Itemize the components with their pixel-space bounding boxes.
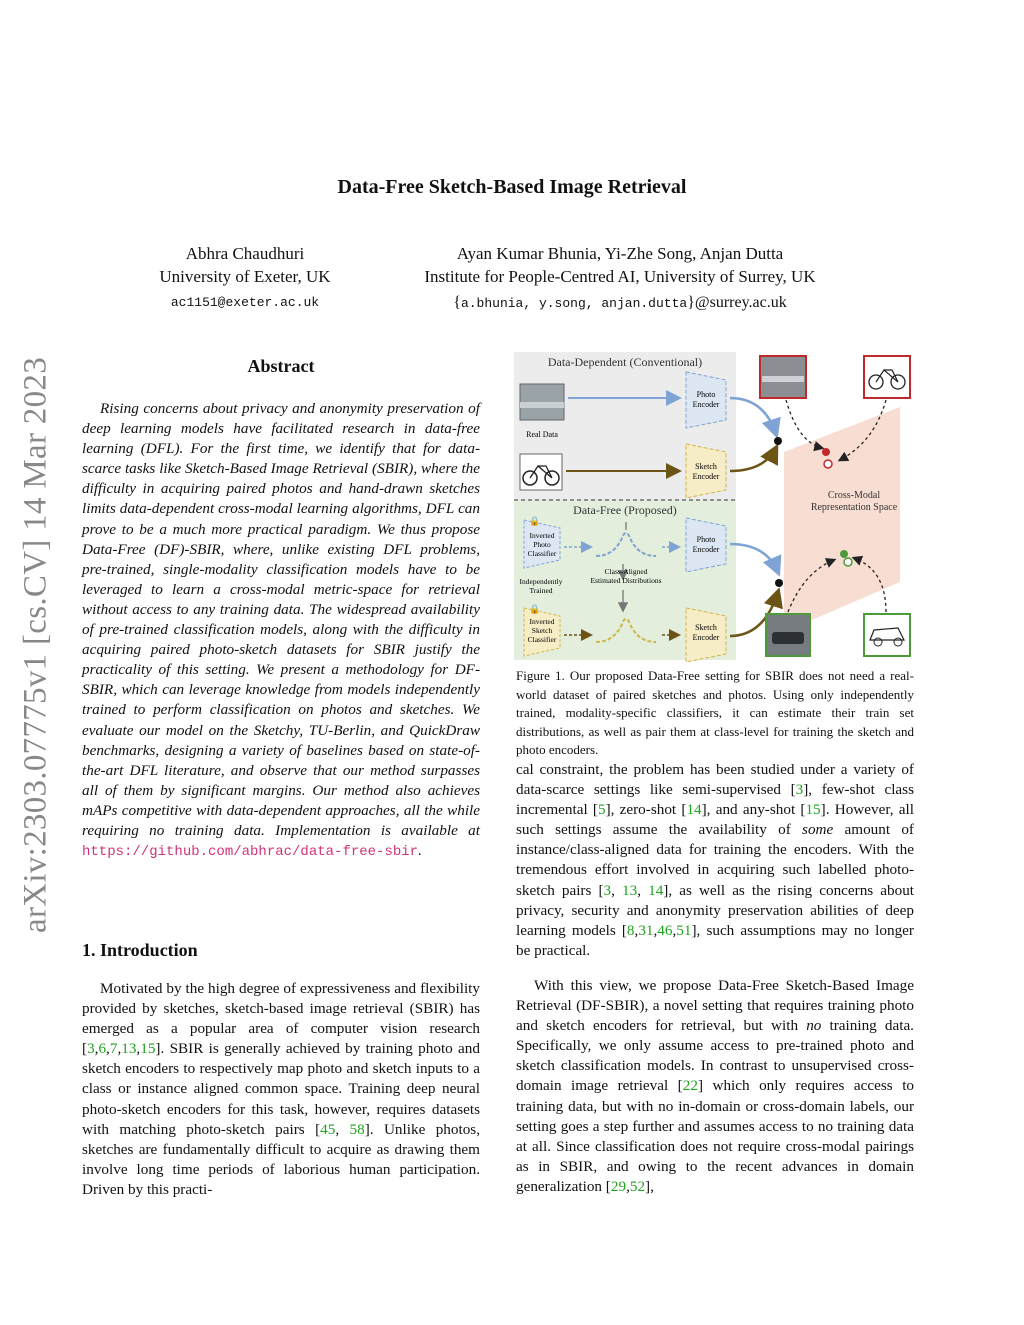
lock-icon: 🔒	[529, 604, 541, 614]
citation: 14	[686, 801, 702, 819]
figure-1	[514, 352, 918, 662]
svg-text:Classifier: Classifier	[527, 549, 557, 558]
citation: 52	[629, 1177, 646, 1195]
sketch-encoder-top	[686, 444, 726, 498]
arxiv-id-text: arXiv:2303.07775v1 [cs.CV] 14 Mar 2023	[17, 357, 54, 933]
figure-diagram	[514, 352, 918, 662]
author-block-right	[370, 242, 870, 315]
citation: 15	[805, 801, 821, 819]
abstract-heading: Abstract	[247, 356, 315, 376]
citation: 3	[603, 881, 612, 899]
citation: 58	[349, 1120, 365, 1138]
svg-text:Inverted: Inverted	[529, 531, 555, 540]
citation: 15	[140, 1040, 156, 1058]
citation: 3	[795, 781, 804, 799]
svg-text:Class-Aligned: Class-Aligned	[604, 567, 648, 576]
author-affiliation: University of Exeter, UK	[159, 267, 331, 286]
query-sketch-car	[864, 614, 910, 656]
abstract-section	[82, 356, 480, 862]
citation: 6	[98, 1040, 107, 1058]
citation: 46	[657, 921, 673, 939]
author-name: Abhra Chaudhuri	[185, 244, 305, 263]
svg-text:Inverted: Inverted	[529, 617, 555, 626]
intro-paragraph-1: Motivated by the high degree of expressiveness and flexibility provided by sketches, sketch-based image retrieval (SBIR) has emerged as a popular area of computer vision research [3,6,7,13,15]. SBIR is generally achieved by training photo and sketch encoders to respectively map photo and sketch inputs to a class or instance aligned common space. Training deep neural photo-sketch encoders for this task, however, requires datasets with matching photo-sketch pairs [45, 58]. Unlike photos, sketches are fundamentally difficult to acquire as drawing them involve long time periods of laborious human participation. Driven by this practi-	[82, 980, 481, 1198]
citation: 13	[121, 1040, 137, 1058]
svg-text:Trained: Trained	[529, 586, 553, 595]
citation: 45	[320, 1120, 336, 1138]
introduction-section	[82, 940, 480, 1200]
label-data-free: Data-Free (Proposed)	[573, 503, 677, 517]
abstract-body: Rising concerns about privacy and anonymity preservation of deep learning models have facilitated research in data-free learning (DFL). For the first time, we identify that for data-scarce tasks like Sketch-Based Image Retrieval (SBIR), where the difficulty in acquiring paired photos and hand-drawn sketches limits data-dependent cross-modal learning algorithms, DFL can prove to be a much more practical paradigm. We thus propose Data-Free (DF)-SBIR, where, unlike existing DFL problems, pre-trained, single-modality classification models have to be leveraged to learn a cross-modal metric-space for retrieval without access to any training data. The widespread availability of pre-trained classification models, along with the difficulty in acquiring paired photo-sketch datasets for SBIR justify the practicality of this setting. We present a methodology for DF-SBIR, which can leverage knowledge from models independently trained to perform classification on photos and sketches. We evaluate our model on the Sketchy, TU-Berlin, and QuickDraw benchmarks, designing a variety of baselines based on state-of-the-art DFL literature, and observe that our method surpasses all of them by significant margins. Our method also achieves mAPs competitive with data-dependent approaches, all the while requiring no training data. Implementation is available at https://github.com/abhrac/data-free-sbir.	[82, 400, 480, 861]
arxiv-identifier	[14, 350, 58, 940]
svg-text:Sketch: Sketch	[695, 623, 717, 632]
intro-paragraph-3: With this view, we propose Data-Free Sketch-Based Image Retrieval (DF-SBIR), a novel setting that requires training photo and sketch encoders for retrieval, but with no training data. Specifically, we only assume access to pre-trained photo and sketch classification models. In contrast to unsupervised cross-domain image retrieval [22] which only requires access to training data, but with no in-domain or cross-domain labels, our setting goes a step further and assumes access to no training data at all. Since classification does not require cross-modal pairings as in SBIR, and owing to the recent advances in domain generalization [29,52],	[516, 977, 915, 1195]
citation: 7	[109, 1040, 118, 1058]
citation: 31	[638, 921, 654, 939]
label-real-data: Real Data	[526, 430, 558, 439]
svg-text:Encoder: Encoder	[692, 633, 720, 642]
label-data-dependent: Data-Dependent (Conventional)	[547, 355, 703, 369]
author-email: ac1151@exeter.ac.uk	[170, 295, 320, 310]
svg-text:Estimated Distributions: Estimated Distributions	[590, 576, 662, 585]
svg-text:Representation Space: Representation Space	[810, 502, 898, 513]
citation: 29	[610, 1177, 627, 1195]
svg-text:Encoder: Encoder	[692, 545, 720, 554]
author-names: Ayan Kumar Bhunia, Yi-Zhe Song, Anjan Dutta	[456, 244, 784, 263]
author-block-left	[110, 242, 380, 314]
citation: 8	[626, 921, 635, 939]
cross-modal-space	[784, 407, 900, 632]
citation: 3	[87, 1040, 95, 1058]
citation: 14	[648, 881, 664, 899]
svg-text:Encoder: Encoder	[692, 400, 720, 409]
svg-text:Photo: Photo	[533, 540, 551, 549]
citation: 51	[676, 921, 692, 939]
citation: 13	[622, 881, 638, 899]
svg-text:Cross-Modal: Cross-Modal	[827, 490, 881, 501]
author-emails: {a.bhunia, y.song, anjan.dutta}@surrey.ac.uk	[453, 294, 787, 311]
author-affiliation: Institute for People-Centred AI, University of Surrey, UK	[424, 267, 816, 286]
svg-text:Photo: Photo	[696, 535, 716, 544]
paper-title: Data-Free Sketch-Based Image Retrieval	[337, 176, 687, 198]
code-link[interactable]: https://github.com/abhrac/data-free-sbir	[82, 844, 419, 861]
citation: 5	[597, 801, 606, 819]
figure-1-caption: Figure 1. Our proposed Data-Free setting for SBIR does not need a real-world dataset of paired sketches and photos. Using only independently trained, modality-specific classifiers, it can estimate their train set distributions, as well as pair them at class-level for training the sketch and photo encoders.	[516, 668, 914, 757]
introduction-heading: 1. Introduction	[82, 940, 198, 960]
lock-icon: 🔒	[529, 516, 541, 526]
svg-text:Classifier: Classifier	[527, 635, 557, 644]
svg-text:Photo: Photo	[696, 390, 716, 399]
svg-text:Independently: Independently	[519, 577, 563, 586]
citation: 22	[682, 1077, 698, 1095]
svg-text:Sketch: Sketch	[531, 626, 553, 635]
svg-text:Sketch: Sketch	[695, 462, 717, 471]
intro-paragraph-2: cal constraint, the problem has been studied under a variety of data-scarce settings like semi-supervised [3], few-shot class incremental [5], zero-shot [14], and any-shot [15]. However, all such settings assume the availability of some amount of instance/class-aligned data for training the encoders. With the tremendous effort involved in acquiring such labelled photo-sketch pairs [3, 13, 14], as well as the rising concerns about privacy, security and anonymity preservation abilities of deep learning models [8,31,46,51], such assumptions may no longer be practical.	[516, 761, 915, 959]
svg-text:Encoder: Encoder	[692, 472, 720, 481]
